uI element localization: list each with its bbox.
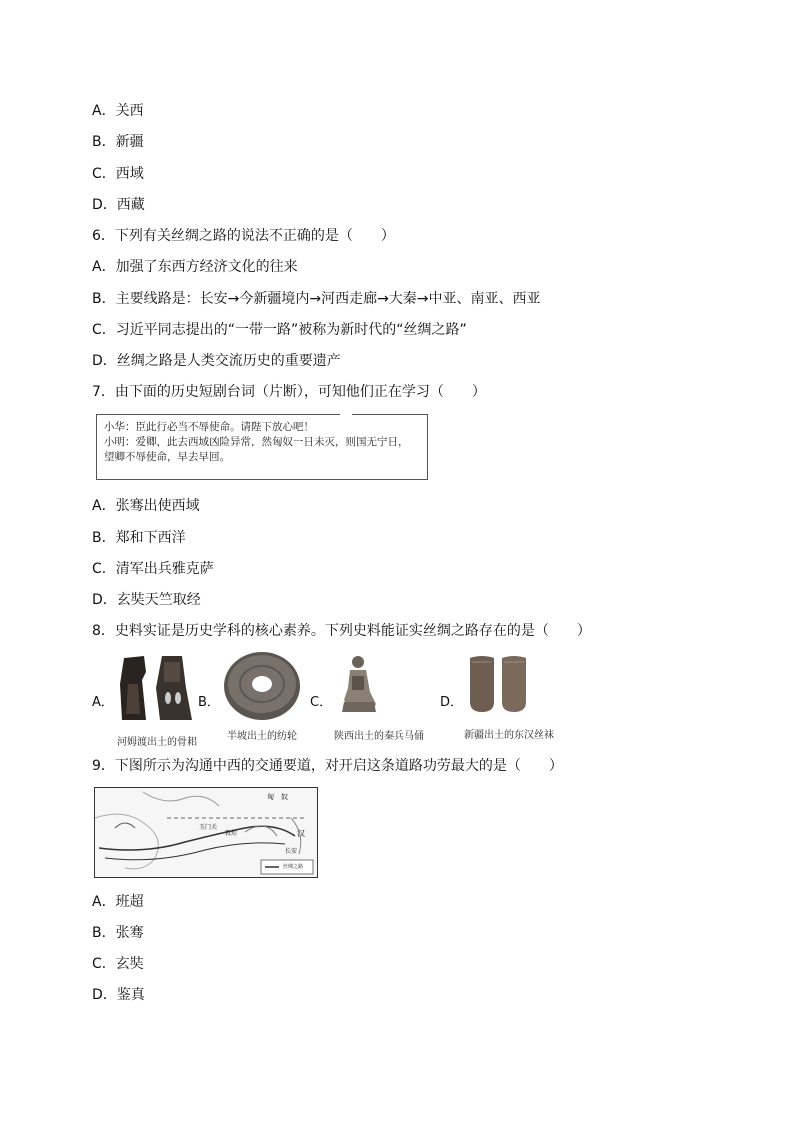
- q5-option-b: B．新疆: [92, 134, 144, 150]
- q7-option-d: D．玄奘天竺取经: [92, 592, 201, 608]
- q8-option-a-letter: A．: [92, 695, 114, 710]
- dialog-line-1: 小华：臣此行必当不辱使命。请陛下放心吧！: [104, 421, 314, 433]
- q6-option-c: C．习近平同志提出的“一带一路”被称为新时代的“丝绸之路”: [92, 322, 467, 338]
- q7-option-b: B．郑和下西洋: [92, 530, 186, 546]
- dialog-box-gap: [340, 410, 352, 418]
- map-label-changan: 长安: [285, 848, 298, 855]
- silk-socks-image: [466, 654, 530, 714]
- q6-option-b: B．主要线路是：长安→今新疆境内→河西走廊→大秦→中亚、南亚、西亚: [92, 291, 541, 307]
- map-label-dunhuang: 敦煌: [225, 830, 238, 837]
- map-label-yumen: 玉门关: [199, 824, 218, 831]
- q7-stem: 7．由下面的历史短剧台词（片断），可知他们正在学习（ ）: [92, 384, 486, 400]
- dialog-line-3: 望卿不辱使命，早去早回。: [104, 451, 230, 463]
- terracotta-warrior-image: [338, 652, 382, 716]
- q8-stem: 8．史料实证是历史学科的核心素养。下列史料能证实丝绸之路存在的是（ ）: [92, 623, 591, 639]
- q8-caption-b: 半坡出土的纺轮: [227, 731, 297, 742]
- q9-option-c: C．玄奘: [92, 956, 144, 972]
- q9-option-a: A．班超: [92, 894, 144, 910]
- silk-road-map: [94, 787, 318, 878]
- q6-stem: 6．下列有关丝绸之路的说法不正确的是（ ）: [92, 228, 395, 244]
- q9-stem: 9．下图所示为沟通中西的交通要道，对开启这条道路功劳最大的是（ ）: [92, 758, 563, 774]
- map-legend: 丝绸之路: [283, 864, 304, 870]
- q7-option-a: A．张骞出使西域: [92, 498, 200, 514]
- bone-spade-image: [116, 654, 196, 724]
- q9-option-d: D．鉴真: [92, 987, 145, 1003]
- q8-option-d-letter: D．: [440, 695, 464, 710]
- dialog-line-2: 小明：爱卿，此去西域凶险异常，然匈奴一日未灭，则国无宁日，: [104, 436, 409, 448]
- map-label-xiongnu: 匈 奴: [267, 793, 288, 801]
- q8-caption-c: 陕西出土的秦兵马俑: [334, 731, 424, 742]
- q5-option-c: C．西域: [92, 166, 144, 182]
- q6-option-a: A．加强了东西方经济文化的往来: [92, 259, 298, 275]
- q8-option-b-letter: B．: [198, 695, 220, 710]
- spindle-whorl-image: [222, 650, 302, 720]
- q9-option-b: B．张骞: [92, 925, 144, 941]
- q5-option-d: D．西藏: [92, 197, 145, 213]
- map-label-han: 汉: [297, 829, 305, 838]
- q7-option-c: C．清军出兵雅克萨: [92, 561, 214, 577]
- q6-option-d: D．丝绸之路是人类交流历史的重要遗产: [92, 353, 341, 369]
- q8-caption-a: 河姆渡出土的骨耜: [117, 737, 197, 748]
- q5-option-a: A．关西: [92, 103, 144, 119]
- q8-option-c-letter: C．: [310, 695, 333, 710]
- q8-caption-d: 新疆出土的东汉丝袜: [464, 730, 554, 741]
